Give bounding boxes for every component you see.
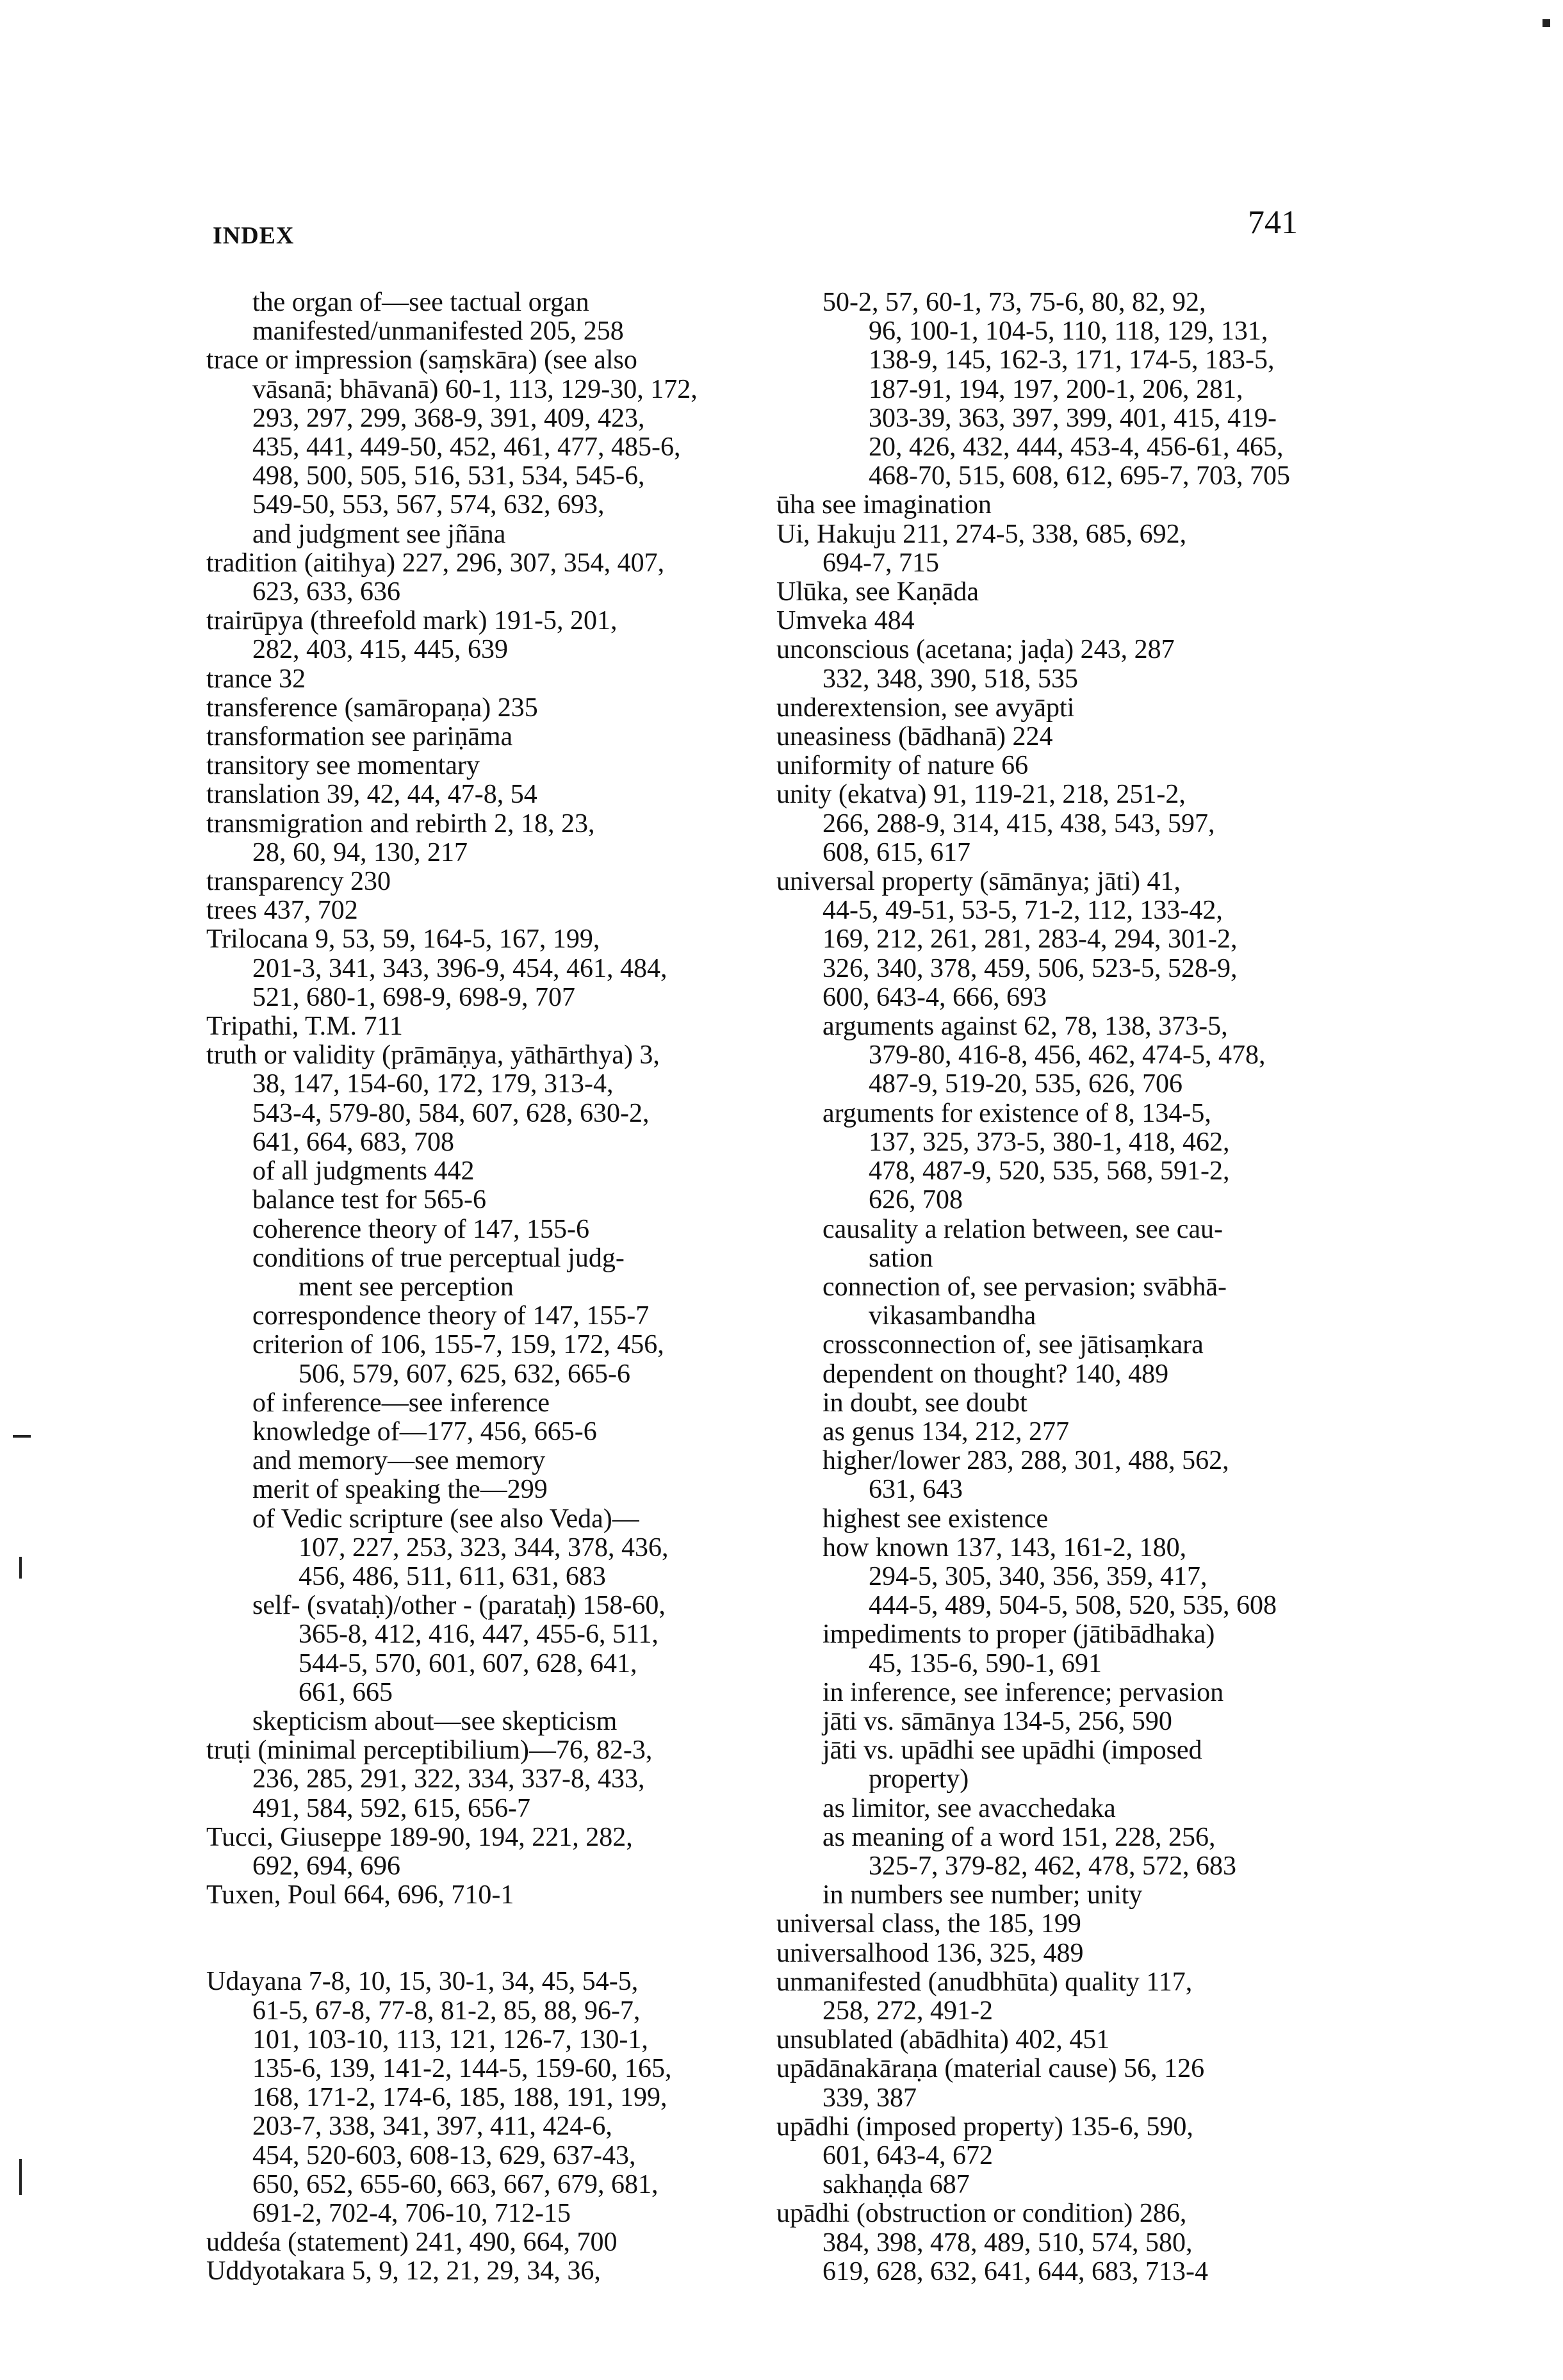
index-line: correspondence theory of 147, 155-7 (252, 1301, 650, 1331)
index-entry (206, 2228, 757, 2257)
index-subentry (776, 1418, 1322, 1447)
index-subentry (206, 1302, 757, 1331)
index-line: 478, 487-9, 520, 535, 568, 591-2, (869, 1156, 1230, 1186)
index-entry (206, 549, 757, 607)
index-line: Tripathi, T.M. 711 (206, 1012, 403, 1042)
index-entry (776, 578, 1322, 607)
index-line: 623, 633, 636 (252, 577, 400, 607)
index-line: uniformity of nature 66 (776, 751, 1029, 781)
index-line: of Vedic scripture (see also Veda)— (252, 1504, 639, 1534)
index-subentry (206, 1707, 757, 1736)
index-line: manifested/unmanifested 205, 258 (252, 316, 624, 347)
index-line: the organ of—see tactual organ (252, 288, 589, 317)
index-line: arguments for existence of 8, 134-5, (822, 1098, 1211, 1128)
index-line: 506, 579, 607, 625, 632, 665-6 (299, 1359, 630, 1389)
index-entry (206, 1041, 757, 1157)
index-line: 379-80, 416-8, 456, 462, 474-5, 478, (869, 1040, 1266, 1071)
index-entry (776, 1968, 1322, 2026)
index-line: 444-5, 489, 504-5, 508, 520, 535, 608 (869, 1591, 1277, 1621)
index-entry (206, 607, 757, 664)
index-line: 365-8, 412, 416, 447, 455-6, 511, (299, 1620, 659, 1650)
index-line: self- (svataḥ)/other - (parataḥ) 158-60, (252, 1591, 666, 1621)
index-subentry (776, 1823, 1322, 1881)
index-entry (206, 867, 757, 896)
index-line: 137, 325, 373-5, 380-1, 418, 462, (869, 1127, 1230, 1157)
index-line: unity (ekatva) 91, 119-21, 218, 251-2, (776, 780, 1186, 810)
index-line: and judgment see jñāna (252, 519, 506, 549)
index-entry (776, 867, 1322, 1012)
index-line: universal property (sāmānya; jāti) 41, (776, 867, 1181, 897)
index-line: ment see perception (299, 1272, 514, 1302)
index-entry (776, 2026, 1322, 2055)
index-line: 203-7, 338, 341, 397, 411, 424-6, (252, 2112, 612, 2142)
index-line: sakhaṇḍa 687 (822, 2170, 970, 2200)
index-entry (776, 2113, 1322, 2171)
index-entry (776, 491, 1322, 520)
index-line: in numbers see number; unity (822, 1880, 1143, 1910)
index-line: 326, 340, 378, 459, 506, 523-5, 528-9, (822, 953, 1238, 983)
index-line: Ui, Hakuju 211, 274-5, 338, 685, 692, (776, 519, 1187, 549)
index-subentry (776, 1012, 1322, 1099)
index-line: trance 32 (206, 664, 306, 694)
index-line: property) (869, 1764, 969, 1794)
index-line: 468-70, 515, 608, 612, 695-7, 703, 705 (869, 461, 1290, 491)
index-line: transference (samāropaṇa) 235 (206, 693, 538, 723)
scan-mark (19, 1557, 22, 1579)
index-line: 608, 615, 617 (822, 837, 970, 867)
index-line: vāsanā; bhāvanā) 60-1, 113, 129-30, 172, (252, 374, 698, 404)
index-line: transmigration and rebirth 2, 18, 23, (206, 808, 595, 839)
index-subentry (776, 1331, 1322, 1359)
index-line: skepticism about—see skepticism (252, 1706, 618, 1736)
index-line: 641, 664, 683, 708 (252, 1127, 454, 1157)
index-line: crossconnection of, see jātisaṃkara (822, 1330, 1204, 1360)
index-subentry (776, 1620, 1322, 1678)
index-line: arguments against 62, 78, 138, 373-5, (822, 1012, 1228, 1042)
index-subentry (776, 1881, 1322, 1910)
page-number: 741 (1248, 204, 1298, 241)
scan-mark (19, 2159, 22, 2195)
index-subentry (776, 1736, 1322, 1794)
index-subentry (776, 1099, 1322, 1215)
index-line: 691-2, 702-4, 706-10, 712-15 (252, 2199, 571, 2228)
index-entry (206, 751, 757, 780)
index-line: 303-39, 363, 397, 399, 401, 415, 419- (869, 403, 1277, 433)
index-line: 236, 285, 291, 322, 334, 337-8, 433, (252, 1764, 645, 1794)
index-line: 631, 643 (869, 1475, 963, 1505)
index-line: 135-6, 139, 141-2, 144-5, 159-60, 165, (252, 2053, 672, 2083)
index-line: 601, 643-4, 672 (822, 2141, 993, 2171)
index-line: upādhi (obstruction or condition) 286, (776, 2199, 1187, 2229)
index-line: as limitor, see avacchedaka (822, 1793, 1116, 1823)
index-entry (776, 636, 1322, 693)
index-line: 50-2, 57, 60-1, 73, 75-6, 80, 82, 92, (822, 288, 1206, 317)
index-line: jāti vs. sāmānya 134-5, 256, 590 (822, 1706, 1172, 1736)
index-line: 332, 348, 390, 518, 535 (822, 664, 1078, 694)
index-line: 661, 665 (299, 1677, 393, 1707)
index-line: Udayana 7-8, 10, 15, 30-1, 34, 45, 54-5, (206, 1967, 639, 1997)
index-subentry (776, 1534, 1322, 1621)
index-line: unconscious (acetana; jaḍa) 243, 287 (776, 635, 1175, 665)
index-subentry (206, 1447, 757, 1475)
index-line: balance test for 565-6 (252, 1185, 487, 1215)
index-entry (206, 810, 757, 867)
index-subentry (206, 1475, 757, 1504)
index-line: highest see existence (822, 1504, 1049, 1534)
index-entry (206, 346, 757, 548)
index-line: ūha see imagination (776, 490, 992, 520)
index-entry (776, 780, 1322, 867)
index-column-right (776, 288, 1322, 2286)
index-line: in inference, see inference; pervasion (822, 1677, 1224, 1707)
index-entry (776, 607, 1322, 636)
index-line: of all judgments 442 (252, 1156, 475, 1186)
index-entry (776, 2199, 1322, 2286)
index-subentry (206, 1505, 757, 1592)
index-subentry (776, 1273, 1322, 1331)
index-line: translation 39, 42, 44, 47-8, 54 (206, 780, 537, 810)
index-line: unmanifested (anudbhūta) quality 117, (776, 1967, 1193, 1997)
index-line: 435, 441, 449-50, 452, 461, 477, 485-6, (252, 432, 681, 463)
index-subentry (776, 1389, 1322, 1418)
index-line: universalhood 136, 325, 489 (776, 1938, 1084, 1968)
index-line: in doubt, see doubt (822, 1388, 1027, 1418)
index-line: 544-5, 570, 601, 607, 628, 641, (299, 1648, 637, 1678)
index-column-left (206, 288, 757, 2286)
index-entry (206, 925, 757, 1012)
index-subentry (206, 1157, 757, 1186)
index-subentry (776, 1707, 1322, 1736)
index-subentry (206, 1244, 757, 1302)
index-line: vikasambandha (869, 1301, 1036, 1331)
index-line: 694-7, 715 (822, 548, 939, 578)
index-line: higher/lower 283, 288, 301, 488, 562, (822, 1446, 1229, 1476)
index-entry (206, 665, 757, 694)
index-line: as genus 134, 212, 277 (822, 1416, 1069, 1447)
index-line: 692, 694, 696 (252, 1851, 400, 1881)
index-line: 325-7, 379-82, 462, 478, 572, 683 (869, 1851, 1236, 1881)
index-line: uneasiness (bādhanā) 224 (776, 722, 1053, 752)
index-line: Umveka 484 (776, 606, 915, 636)
index-subentry (776, 1678, 1322, 1707)
index-line: Ulūka, see Kaṇāda (776, 577, 979, 607)
index-line: as meaning of a word 151, 228, 256, (822, 1822, 1216, 1852)
index-line: sation (869, 1243, 933, 1273)
index-line: 454, 520-603, 608-13, 629, 637-43, (252, 2140, 636, 2171)
index-entry (776, 1939, 1322, 1968)
index-line: 521, 680-1, 698-9, 698-9, 707 (252, 982, 575, 1012)
index-entry (206, 1967, 757, 2228)
index-line: 266, 288-9, 314, 415, 438, 543, 597, (822, 808, 1215, 839)
index-line: tradition (aitihya) 227, 296, 307, 354, 407, (206, 548, 665, 578)
index-line: 282, 403, 415, 445, 639 (252, 635, 508, 665)
index-line: 487-9, 519-20, 535, 626, 706 (869, 1069, 1182, 1099)
index-line: truth or validity (prāmāṇya, yāthārthya) 3, (206, 1040, 660, 1071)
index-line: truṭi (minimal perceptibilium)—76, 82-3, (206, 1736, 653, 1766)
index-line: 619, 628, 632, 641, 644, 683, 713-4 (822, 2256, 1208, 2286)
index-line: Tucci, Giuseppe 189-90, 194, 221, 282, (206, 1822, 633, 1852)
index-subentry (776, 1360, 1322, 1389)
running-head: INDEX (213, 222, 295, 249)
index-line: and memory—see memory (252, 1446, 546, 1476)
index-line: 491, 584, 592, 615, 656-7 (252, 1793, 530, 1823)
index-subentry (206, 1389, 757, 1418)
index-subentry (776, 1794, 1322, 1823)
index-line: 294-5, 305, 340, 356, 359, 417, (869, 1561, 1207, 1591)
index-line: 498, 500, 505, 516, 531, 534, 545-6, (252, 461, 645, 491)
index-line: 201-3, 341, 343, 396-9, 454, 461, 484, (252, 953, 667, 983)
index-line: transformation see pariṇāma (206, 722, 513, 752)
index-entry (776, 694, 1322, 723)
index-line: connection of, see pervasion; svābhā- (822, 1272, 1227, 1302)
index-line: of inference—see inference (252, 1388, 550, 1418)
index-line: merit of speaking the—299 (252, 1475, 548, 1505)
index-entry (206, 1736, 757, 1823)
index-subentry (206, 288, 757, 317)
index-line: how known 137, 143, 161-2, 180, (822, 1532, 1187, 1563)
index-entry (776, 1910, 1322, 1939)
index-line: impediments to proper (jātibādhaka) (822, 1620, 1215, 1650)
index-subentry (206, 1591, 757, 1707)
index-line: 168, 171-2, 174-6, 185, 188, 191, 199, (252, 2083, 667, 2113)
index-line: 20, 426, 432, 444, 453-4, 456-61, 465, (869, 432, 1284, 463)
index-line: universal class, the 185, 199 (776, 1909, 1081, 1939)
index-line: 28, 60, 94, 130, 217 (252, 837, 468, 867)
index-line: 339, 387 (822, 2083, 917, 2113)
index-line: unsublated (abādhita) 402, 451 (776, 2025, 1110, 2055)
index-entry (206, 1012, 757, 1041)
index-line: 38, 147, 154-60, 172, 179, 313-4, (252, 1069, 614, 1099)
section-gap (206, 1910, 757, 1967)
index-line: 626, 708 (869, 1185, 963, 1215)
index-line: upādhi (imposed property) 135-6, 590, (776, 2112, 1193, 2142)
index-subentry (206, 1215, 757, 1244)
index-entry (776, 751, 1322, 780)
index-line: Uddyotakara 5, 9, 12, 21, 29, 34, 36, (206, 2256, 601, 2286)
index-line: 96, 100-1, 104-5, 110, 118, 129, 131, (869, 316, 1268, 347)
index-line: 138-9, 145, 162-3, 171, 174-5, 183-5, (869, 345, 1275, 375)
index-line: coherence theory of 147, 155-6 (252, 1214, 589, 1244)
index-line: jāti vs. upādhi see upādhi (imposed (822, 1736, 1202, 1766)
scan-mark (13, 1435, 31, 1438)
index-entry (776, 520, 1322, 578)
index-line: trees 437, 702 (206, 896, 358, 926)
index-entry (206, 780, 757, 809)
index-line: 600, 643-4, 666, 693 (822, 982, 1047, 1012)
index-line: underextension, see avyāpti (776, 693, 1075, 723)
index-subentry (206, 1186, 757, 1215)
index-line: trace or impression (saṃskāra) (see also (206, 345, 637, 375)
index-entry (206, 2257, 757, 2286)
index-line: 61-5, 67-8, 77-8, 81-2, 85, 88, 96-7, (252, 1996, 641, 2026)
index-entry (206, 1823, 757, 1881)
index-subentry (776, 288, 1322, 491)
index-line: 107, 227, 253, 323, 344, 378, 436, (299, 1532, 669, 1563)
index-subentry (776, 2171, 1322, 2199)
index-entry (206, 896, 757, 925)
index-line: causality a relation between, see cau- (822, 1214, 1223, 1244)
index-line: dependent on thought? 140, 489 (822, 1359, 1169, 1389)
scan-mark (1543, 19, 1550, 27)
index-line: 543-4, 579-80, 584, 607, 628, 630-2, (252, 1098, 650, 1128)
index-line: 293, 297, 299, 368-9, 391, 409, 423, (252, 403, 645, 433)
index-subentry (206, 1418, 757, 1447)
index-subentry (206, 317, 757, 346)
index-line: 650, 652, 655-60, 663, 667, 679, 681, (252, 2169, 659, 2199)
index-line: criterion of 106, 155-7, 159, 172, 456, (252, 1330, 664, 1360)
index-entry (776, 723, 1322, 751)
index-line: 187-91, 194, 197, 200-1, 206, 281, (869, 374, 1243, 404)
index-subentry (776, 1505, 1322, 1534)
index-line: Tuxen, Poul 664, 696, 710-1 (206, 1880, 514, 1910)
index-line: 101, 103-10, 113, 121, 126-7, 130-1, (252, 2024, 648, 2055)
index-line: conditions of true perceptual judg- (252, 1243, 625, 1273)
index-line: 169, 212, 261, 281, 283-4, 294, 301-2, (822, 924, 1238, 955)
index-line: trairūpya (threefold mark) 191-5, 201, (206, 606, 618, 636)
index-line: transitory see momentary (206, 751, 480, 781)
index-line: 44-5, 49-51, 53-5, 71-2, 112, 133-42, (822, 896, 1223, 926)
index-entry (206, 694, 757, 723)
index-line: transparency 230 (206, 867, 391, 897)
index-line: upādānakāraṇa (material cause) 56, 126 (776, 2054, 1205, 2084)
index-line: Trilocana 9, 53, 59, 164-5, 167, 199, (206, 924, 600, 955)
index-line: 384, 398, 478, 489, 510, 574, 580, (822, 2228, 1193, 2258)
index-line: 456, 486, 511, 611, 631, 683 (299, 1561, 606, 1591)
index-line: uddeśa (statement) 241, 490, 664, 700 (206, 2228, 618, 2258)
index-line: 549-50, 553, 567, 574, 632, 693, (252, 490, 605, 520)
index-line: 45, 135-6, 590-1, 691 (869, 1648, 1102, 1678)
index-subentry (776, 1215, 1322, 1273)
index-entry (776, 2055, 1322, 2112)
index-subentry (776, 1447, 1322, 1504)
index-entry (206, 723, 757, 751)
index-line: knowledge of—177, 456, 665-6 (252, 1416, 597, 1447)
index-subentry (206, 1331, 757, 1388)
index-line: 258, 272, 491-2 (822, 1996, 993, 2026)
index-entry (206, 1881, 757, 1910)
